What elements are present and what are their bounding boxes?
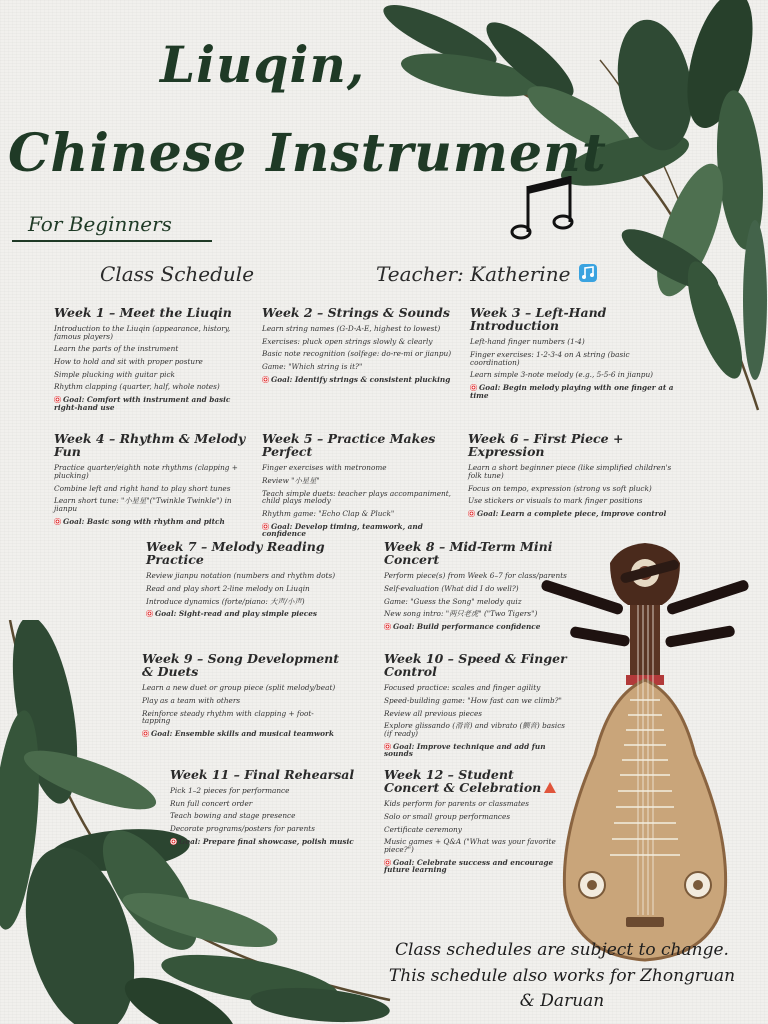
week-item: Rhythm game: "Echo Clap & Pluck" xyxy=(262,508,395,518)
week-goal: Goal: Begin melody playing with one finger at a time xyxy=(470,382,674,400)
week-item: Focused practice: scales and finger agility xyxy=(384,683,541,693)
week-title: Week 11 – Final Rehearsal xyxy=(170,767,355,782)
week-title: Week 10 – Speed & Finger Control xyxy=(384,651,567,680)
week-item: Teach simple duets: teacher plays accompaniment, child plays melody xyxy=(262,488,451,506)
week-title: Week 5 – Practice Makes Perfect xyxy=(262,431,436,460)
week-goal: Goal: Build performance confidence xyxy=(384,623,574,631)
target-icon xyxy=(142,730,149,737)
week-item: Game: "Guess the Song" melody quiz xyxy=(384,596,522,606)
week-6-block xyxy=(468,432,678,518)
week-item: Perform piece(s) from Week 6–7 for class/parents xyxy=(384,571,567,581)
week-title: Week 6 – First Piece + Expression xyxy=(468,431,624,460)
week-item: Learn the parts of the instrument xyxy=(54,344,179,354)
class-schedule-heading: Class Schedule xyxy=(100,262,255,286)
week-item: Combine left and right hand to play short tunes xyxy=(54,483,231,493)
week-item: Learn short tune: "小星星"("Twinkle Twinkle") in jianpu xyxy=(54,496,232,513)
week-item: Explore glissando (滑音) and vibrato (颤音) basics (if ready) xyxy=(384,721,566,738)
week-item: Learn a new duet or group piece (split melody/beat) xyxy=(142,683,336,693)
week-3-block xyxy=(470,306,680,399)
week-item: Practice quarter/eighth note rhythms (clapping + plucking) xyxy=(54,463,238,480)
week-goal: Goal: Prepare final showcase, polish music xyxy=(170,838,360,846)
week-item: Play as a team with others xyxy=(142,695,241,705)
week-item: Introduce dynamics (forte/piano: 大声/小声) xyxy=(146,596,305,606)
week-title: Week 4 – Rhythm & Melody Fun xyxy=(54,431,246,460)
week-goal: Goal: Celebrate success and encourage future learning xyxy=(384,857,554,875)
week-item: Left-hand finger numbers (1-4) xyxy=(470,337,585,347)
target-icon xyxy=(54,518,61,525)
week-1-block xyxy=(54,306,254,411)
week-item: Pick 1–2 pieces for performance xyxy=(170,786,290,796)
week-item: Learn string names (G-D-A-E, highest to lowest) xyxy=(262,324,441,334)
week-item: Decorate programs/posters for parents xyxy=(170,824,315,834)
week-item: Music games + Q&A ("What was your favorite piece?") xyxy=(384,837,556,854)
week-item: How to hold and sit with proper posture xyxy=(54,357,203,367)
week-item: Basic note recognition (solfege: do-re-mi or jianpu) xyxy=(262,349,452,359)
week-title: Week 9 – Song Development & Duets xyxy=(142,651,340,680)
week-item: Exercises: pluck open strings slowly & clearly xyxy=(262,336,433,346)
week-title: Week 2 – Strings & Sounds xyxy=(262,305,450,320)
week-item: Reinforce steady rhythm with clapping + foot-tapping xyxy=(142,708,314,726)
week-item: Finger exercises with metronome xyxy=(262,463,387,473)
week-item: Learn simple 3-note melody (e.g., 5-5-6 in jianpu) xyxy=(470,370,654,380)
liuqin-instrument-image xyxy=(530,535,760,965)
week-item: Review all previous pieces xyxy=(384,708,483,718)
week-item: Solo or small group performances xyxy=(384,811,511,821)
week-item: Certificate ceremony xyxy=(384,824,462,834)
week-item: Teach bowing and stage presence xyxy=(170,811,296,821)
week-item: Game: "Which string is it?" xyxy=(262,362,363,372)
music-note-icon xyxy=(577,262,599,284)
week-4-block xyxy=(54,432,254,525)
week-2-block xyxy=(262,306,462,383)
week-5-block xyxy=(262,432,462,538)
week-item: Rhythm clapping (quarter, half, whole notes) xyxy=(54,382,220,392)
week-item: Focus on tempo, expression (strong vs soft pluck) xyxy=(468,483,652,493)
teacher-name: Teacher: Katherine xyxy=(376,262,571,286)
footer-line-3: & Daruan xyxy=(519,991,605,1011)
target-icon xyxy=(384,623,391,630)
week-9-block xyxy=(142,652,342,738)
target-icon xyxy=(170,838,177,845)
footer-line-2: This schedule also works for Zhongruan xyxy=(388,965,736,986)
week-item: Read and play short 2-line melody on Liuqin xyxy=(146,583,310,593)
week-item: New song intro: "两只老虎" ("Two Tigers") xyxy=(384,609,538,619)
week-11-block xyxy=(170,768,360,845)
week-item: Kids perform for parents or classmates xyxy=(384,799,529,809)
week-goal: Goal: Comfort with instrument and basic right-hand use xyxy=(54,395,231,412)
subtitle-underline xyxy=(12,240,212,242)
week-item: Run full concert order xyxy=(170,798,253,808)
week-goal: Goal: Sight-read and play simple pieces xyxy=(146,610,336,618)
week-item: Finger exercises: 1-2-3-4 on A string (basic coordination) xyxy=(470,349,630,367)
week-title: Week 3 – Left-Hand Introduction xyxy=(470,305,607,334)
title-line-1: Liuqin, xyxy=(160,35,366,94)
week-title: Week 7 – Melody Reading Practice xyxy=(146,539,325,568)
music-notes-icon xyxy=(508,172,578,246)
week-7-block xyxy=(146,540,336,618)
footer-line-1: Class schedules are subject to change. xyxy=(395,940,729,960)
target-icon xyxy=(468,510,475,517)
title-line-2: Chinese Instrument xyxy=(8,123,607,184)
week-item: Learn a short beginner piece (like simplified children's folk tune) xyxy=(468,463,672,480)
week-item: Review jianpu notation (numbers and rhythm dots) xyxy=(146,571,336,581)
week-goal: Goal: Improve technique and add fun sounds xyxy=(384,741,546,759)
week-goal: Goal: Learn a complete piece, improve control xyxy=(468,510,678,518)
target-icon xyxy=(146,610,153,617)
week-goal: Goal: Develop timing, teamwork, and confidence xyxy=(262,521,423,539)
week-item: Review "小星星" xyxy=(262,475,320,485)
week-goal: Goal: Identify strings & consistent plucking xyxy=(262,376,462,384)
week-title: Week 8 – Mid-Term Mini Concert xyxy=(384,539,553,568)
week-item: Speed-building game: "How fast can we climb?" xyxy=(384,695,562,705)
target-icon xyxy=(262,376,269,383)
week-item: Simple plucking with guitar pick xyxy=(54,369,175,379)
teacher-label xyxy=(376,262,599,286)
week-title: Week 12 – Student Concert & Celebration xyxy=(384,768,568,794)
week-item: Self-evaluation (What did I do well?) xyxy=(384,583,519,593)
footer-note xyxy=(370,938,754,1015)
subtitle: For Beginners xyxy=(28,212,172,236)
week-item: Use stickers or visuals to mark finger positions xyxy=(468,496,643,506)
week-title: Week 1 – Meet the Liuqin xyxy=(54,305,232,320)
week-item: Introduction to the Liuqin (appearance, history, famous players) xyxy=(54,324,231,341)
week-goal: Goal: Basic song with rhythm and pitch xyxy=(54,518,254,526)
week-goal: Goal: Ensemble skills and musical teamwork xyxy=(142,730,342,738)
